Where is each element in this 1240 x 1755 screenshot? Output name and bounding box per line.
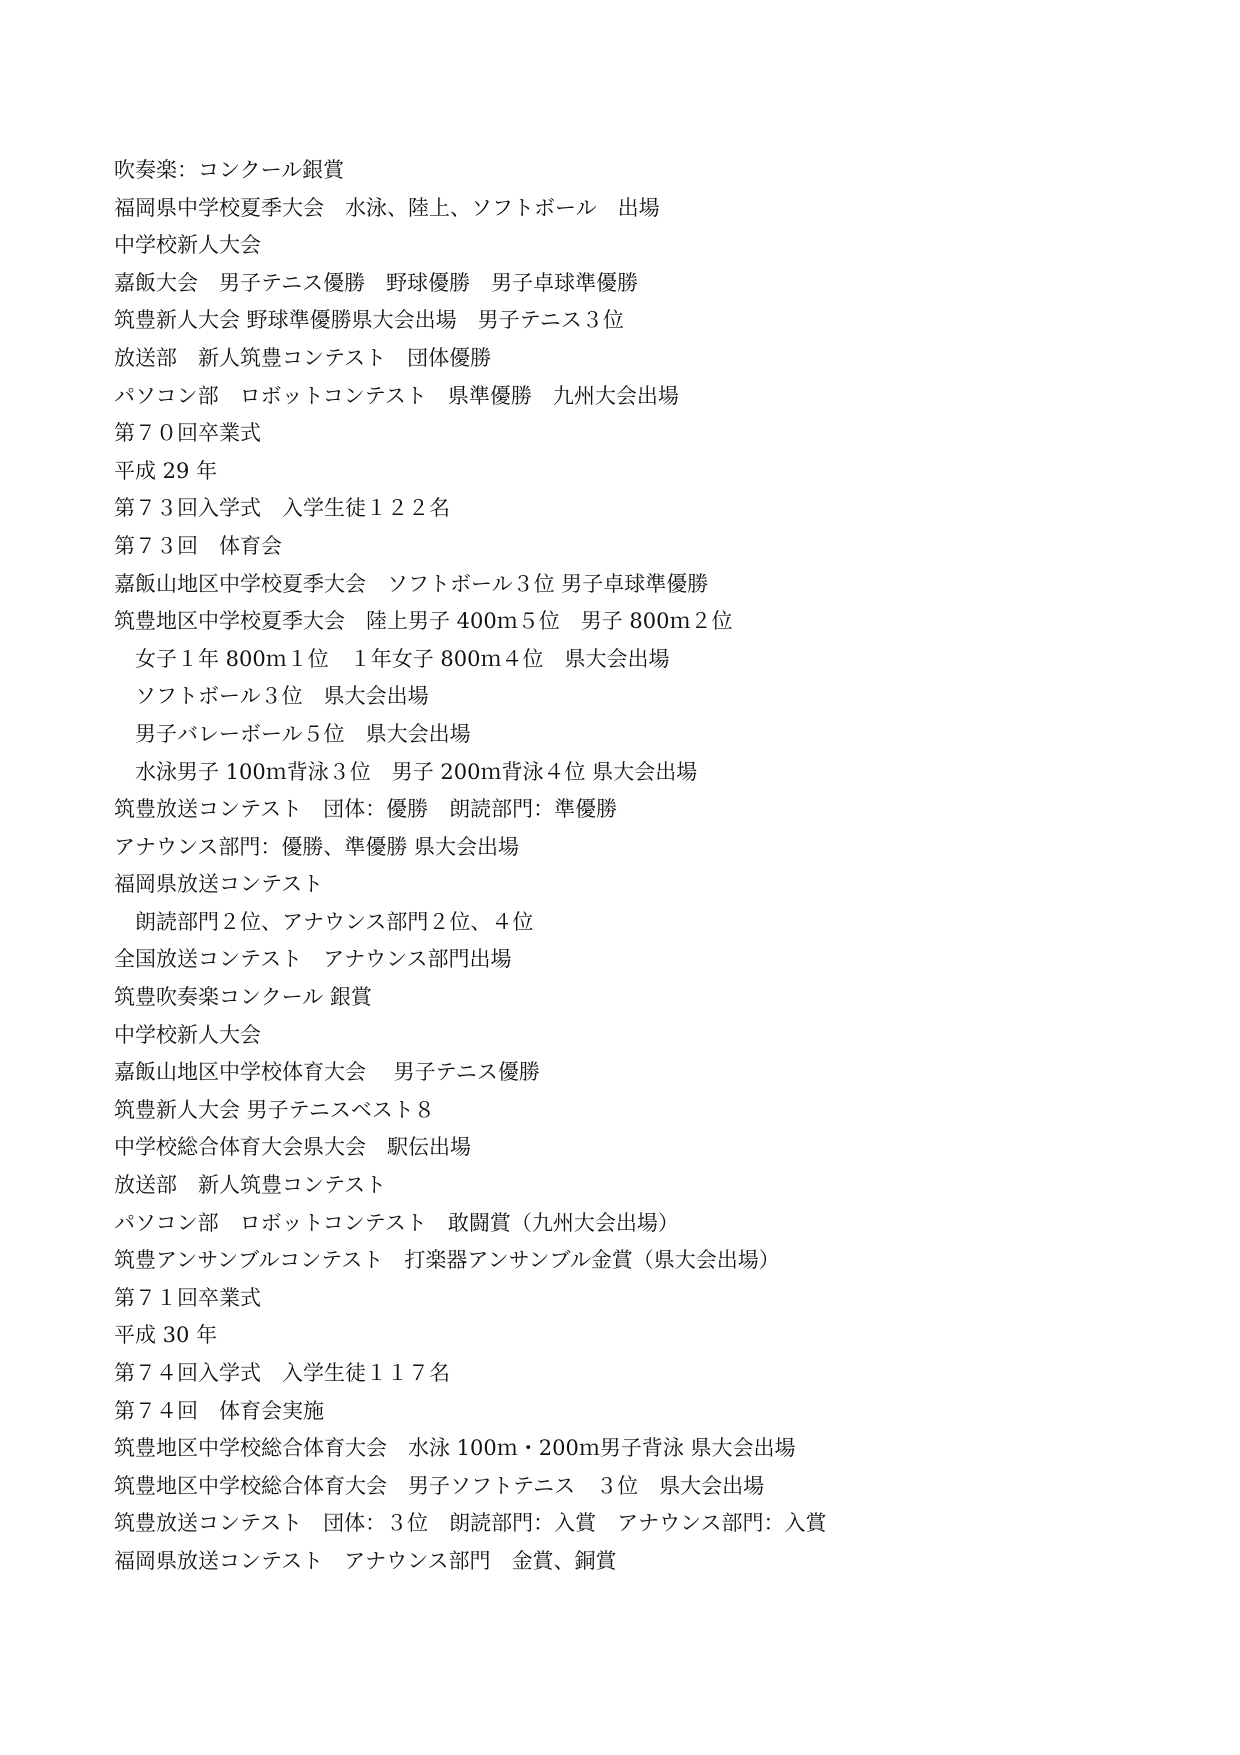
text-line: 筑豊地区中学校夏季大会 陸上男子 400ｍ５位 男子 800ｍ２位 — [114, 609, 733, 634]
text-line: 第７３回入学式 入学生徒１２２名 — [114, 496, 450, 521]
text-line: 筑豊新人大会 野球準優勝県大会出場 男子テニス３位 — [114, 308, 624, 333]
text-line: 筑豊吹奏楽コンクール 銀賞 — [114, 985, 372, 1010]
text-line: ソフトボール３位 県大会出場 — [114, 684, 429, 709]
text-line: 全国放送コンテスト アナウンス部門出場 — [114, 947, 512, 972]
text-line: 吹奏楽：コンクール銀賞 — [114, 158, 345, 182]
text-line: 第７４回入学式 入学生徒１１７名 — [114, 1361, 450, 1385]
text-line: 福岡県放送コンテスト — [114, 872, 324, 897]
text-line: 嘉飯山地区中学校夏季大会 ソフトボール３位 男子卓球準優勝 — [114, 571, 709, 596]
text-line: 第７３回 体育会 — [114, 533, 282, 558]
text-line: 朗読部門２位、アナウンス部門２位、４位 — [114, 909, 534, 934]
text-line: 第７１回卒業式 — [114, 1285, 261, 1310]
text-line: 女子１年 800ｍ１位 １年女子 800ｍ４位 県大会出場 — [114, 646, 670, 671]
text-line: 福岡県中学校夏季大会 水泳、陸上、ソフトボール 出場 — [114, 195, 660, 220]
text-line: 筑豊放送コンテスト 団体：３位 朗読部門：入賞 アナウンス部門：入賞 — [114, 1511, 827, 1536]
text-line: 男子バレーボール５位 県大会出場 — [114, 721, 471, 746]
text-line: 第７０回卒業式 — [114, 421, 261, 446]
document-body — [114, 152, 1114, 1581]
text-line: 筑豊地区中学校総合体育大会 水泳 100ｍ・200ｍ男子背泳 県大会出場 — [114, 1436, 796, 1461]
text-line: 嘉飯大会 男子テニス優勝 野球優勝 男子卓球準優勝 — [114, 270, 639, 295]
text-line: 中学校総合体育大会県大会 駅伝出場 — [114, 1135, 471, 1160]
text-line: 平成 30 年 — [114, 1323, 218, 1348]
text-line: 中学校新人大会 — [114, 1022, 261, 1047]
text-line: 水泳男子 100ｍ背泳３位 男子 200ｍ背泳４位 県大会出場 — [114, 759, 698, 784]
text-line: 放送部 新人筑豊コンテスト 団体優勝 — [114, 345, 492, 370]
text-line: 筑豊新人大会 男子テニスベスト８ — [114, 1097, 435, 1122]
text-line: 福岡県放送コンテスト アナウンス部門 金賞、銅賞 — [114, 1548, 617, 1573]
text-line: 第７４回 体育会実施 — [114, 1398, 324, 1423]
text-line: 筑豊放送コンテスト 団体：優勝 朗読部門：準優勝 — [114, 797, 618, 822]
text-line: パソコン部 ロボットコンテスト 県準優勝 九州大会出場 — [114, 383, 679, 408]
text-line: 筑豊地区中学校総合体育大会 男子ソフトテニス ３位 県大会出場 — [114, 1473, 765, 1498]
text-line: 平成 29 年 — [114, 458, 218, 483]
text-line: 嘉飯山地区中学校体育大会 男子テニス優勝 — [114, 1060, 540, 1085]
text-line: アナウンス部門：優勝、準優勝 県大会出場 — [114, 834, 520, 859]
text-line: 中学校新人大会 — [114, 233, 261, 258]
text-line: 筑豊アンサンブルコンテスト 打楽器アンサンブル金賞（県大会出場） — [114, 1248, 780, 1273]
text-line: パソコン部 ロボットコンテスト 敢闘賞（九州大会出場） — [114, 1210, 679, 1235]
text-line: 放送部 新人筑豊コンテスト — [114, 1173, 387, 1198]
